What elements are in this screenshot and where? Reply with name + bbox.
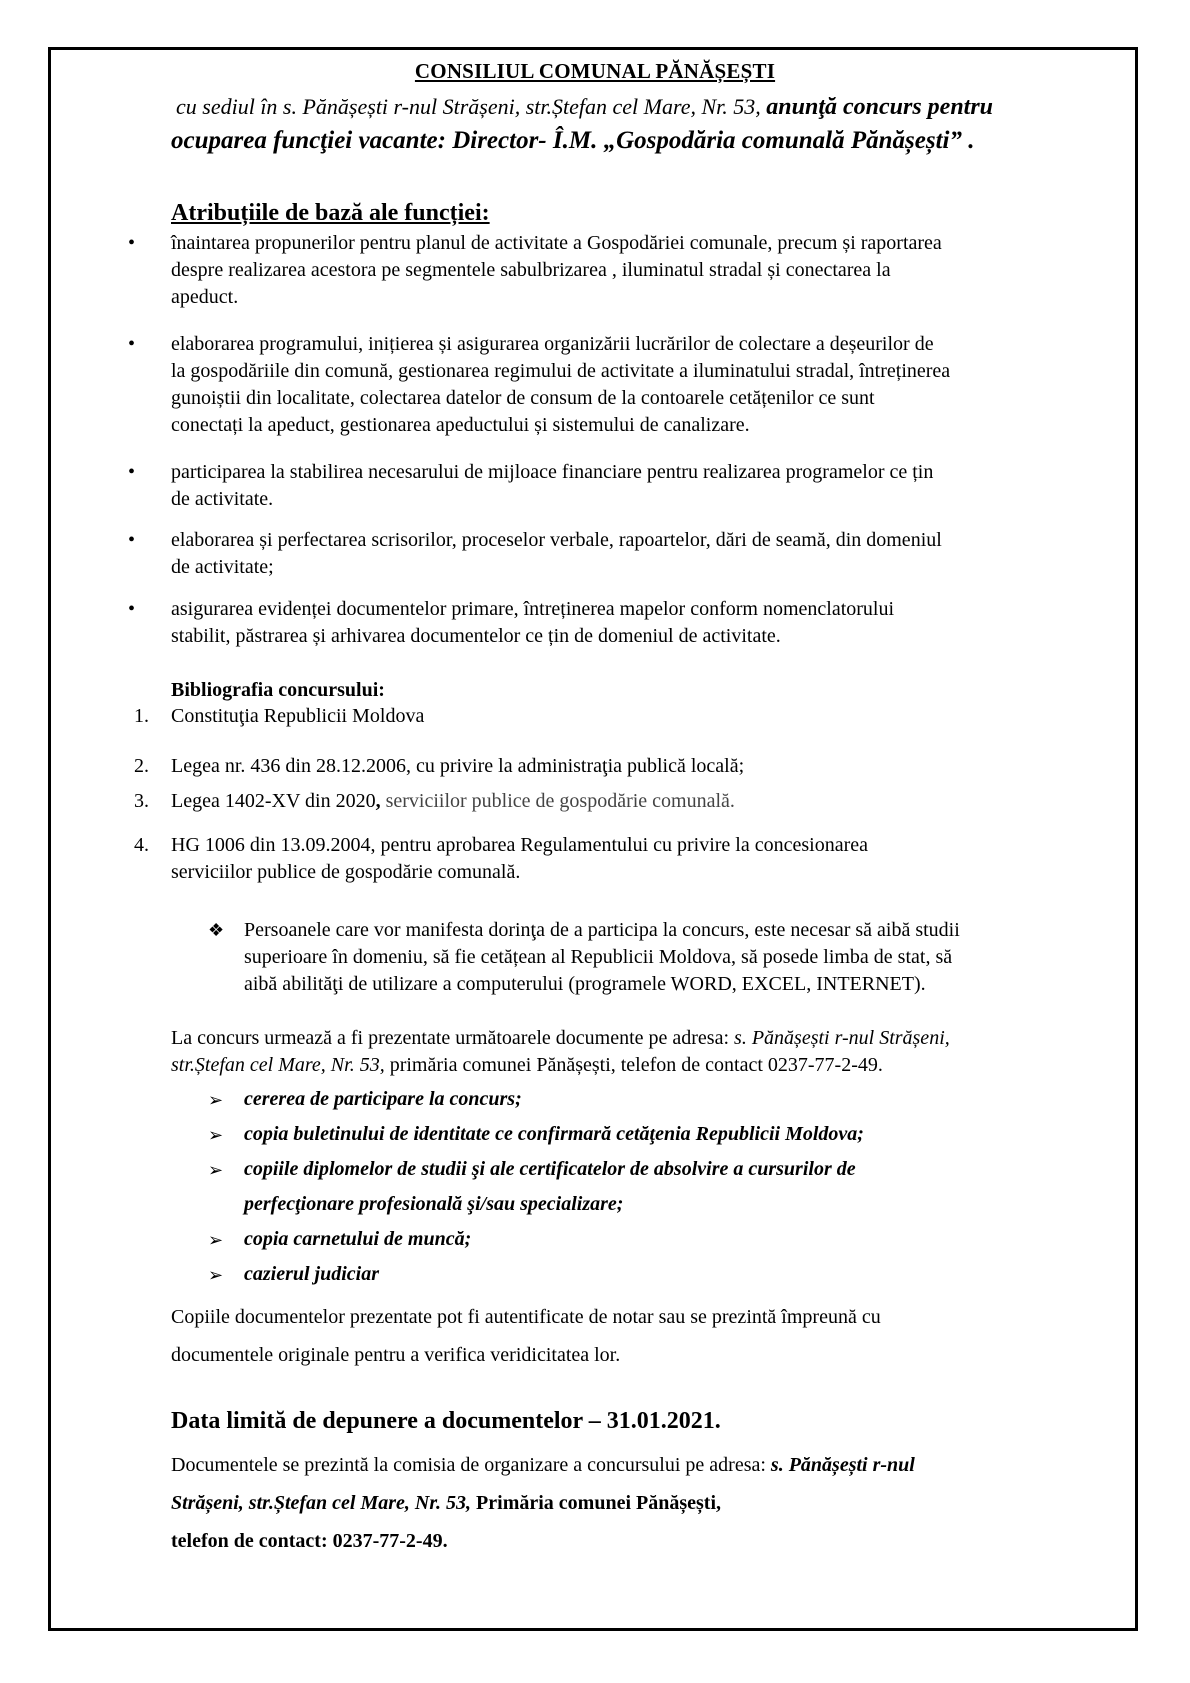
documents-intro-line-1	[171, 1025, 950, 1052]
header-intro-line-1	[176, 94, 993, 121]
documents-intro	[171, 1025, 950, 1079]
header-announce: anunţă concurs pentru	[766, 94, 994, 120]
requirements-paragraph	[244, 917, 960, 998]
bullet-icon: •	[128, 598, 136, 620]
documents-intro-line-2	[171, 1052, 950, 1079]
council-title: CONSILIUL COMUNAL PĂNĂȘEȘTI	[414, 59, 776, 83]
submission-paragraph	[171, 1446, 915, 1560]
bib-item-4-line: serviciilor publice de gospodărie comunală.	[171, 861, 521, 883]
duty-line: stabilit, păstrarea și arhivarea documentelor ce țin de domeniul de activitate.	[171, 625, 781, 647]
bib-item-2: Legea nr. 436 din 28.12.2006, cu privire la administraţia publică locală;	[171, 755, 745, 777]
duty-item-2	[171, 331, 950, 439]
text: La concurs urmează a fi prezentate următoarele documente pe adresa:	[171, 1027, 735, 1049]
header-address: cu sediul în s. Pănășești r-nul Strășeni, str.Ștefan cel Mare, Nr. 53,	[176, 94, 767, 119]
bib-item-3-rest: serviciilor publice de gospodărie comunală.	[380, 790, 735, 812]
duty-line: de activitate.	[171, 488, 274, 510]
submission-line-2	[171, 1484, 915, 1522]
bib-item-4-line: HG 1006 din 13.09.2004, pentru aprobarea Regulamentului cu privire la concesionarea	[171, 834, 869, 856]
note-line: Copiile documentelor prezentate pot fi autentificate de notar sau se prezintă împreună cu	[171, 1306, 881, 1328]
submission-line-1	[171, 1446, 915, 1484]
duty-line: elaborarea și perfectarea scrisorilor, proceselor verbale, rapoartelor, dări de seamă, din domeniul	[171, 529, 942, 551]
bullet-icon: •	[128, 529, 136, 551]
duty-item-3	[171, 459, 933, 513]
requirements-line: superioare în domeniu, să fie cetățean al Republicii Moldova, să posede limba de stat, să	[244, 946, 953, 968]
duty-line: la gospodăriile din comună, gestionarea regimului de activitate a iluminatului stradal, întreținerea	[171, 360, 951, 382]
text: Documentele se prezintă la comisia de organizare a concursului pe adresa:	[171, 1454, 771, 1476]
duty-line: gunoiștii din localitate, colectarea datelor de consum de la contoarele cetățenilor ce sunt	[171, 387, 875, 409]
duty-line: participarea la stabilirea necesarului de mijloace financiare pentru realizarea programelor ce țin	[171, 461, 934, 483]
requirements-line: aibă abilităţi de utilizare a computerului (programele WORD, EXCEL, INTERNET).	[244, 973, 926, 995]
doc-item-1: cererea de participare la concurs;	[244, 1088, 522, 1110]
bib-item-4	[171, 832, 868, 886]
arrow-bullet-icon: ➢	[208, 1090, 224, 1110]
duty-item-5	[171, 596, 894, 650]
bib-number: 2.	[134, 755, 149, 777]
bullet-icon: •	[128, 232, 136, 254]
duty-item-1	[171, 230, 942, 311]
bib-item-3-comma: ,	[375, 790, 381, 812]
diamond-bullet-icon: ❖	[208, 920, 225, 940]
bullet-icon: •	[128, 461, 136, 483]
duties-heading: Atribuțiile de bază ale funcției:	[171, 200, 490, 226]
duty-line: conectați la apeduct, gestionarea apeductului și sistemului de canalizare.	[171, 414, 750, 436]
arrow-bullet-icon: ➢	[208, 1125, 224, 1145]
requirements-line: Persoanele care vor manifesta dorinţa de a participa la concurs, este necesar să aibă studii	[244, 919, 960, 941]
copies-note	[171, 1298, 881, 1374]
address-bold-italic: s. Pănășești r-nul	[770, 1454, 915, 1476]
doc-item-3-cont: perfecţionare profesională şi/sau specializare;	[244, 1193, 624, 1215]
bib-item-3-main: Legea 1402-XV din 2020	[171, 790, 376, 812]
bib-item-3	[171, 788, 735, 815]
bib-number: 1.	[134, 705, 149, 727]
bibliography-heading: Bibliografia concursului:	[171, 679, 385, 701]
office-bold: Primăria comunei Pănășești,	[471, 1492, 722, 1514]
duty-line: înaintarea propunerilor pentru planul de activitate a Gospodăriei comunale, precum și raportarea	[171, 232, 942, 254]
text: primăria comunei Pănășești, telefon de contact 0237-77-2-49.	[384, 1054, 883, 1076]
arrow-bullet-icon: ➢	[208, 1160, 224, 1180]
deadline-heading: Data limită de depunere a documentelor – 31.01.2021.	[171, 1408, 721, 1434]
duty-line: de activitate;	[171, 556, 274, 578]
duty-line: despre realizarea acestora pe segmentele sabulbrizarea , iluminatul stradal și conectarea la	[171, 259, 891, 281]
address-bold-italic: Strășeni, str.Ștefan cel Mare, Nr. 53,	[171, 1492, 472, 1514]
bullet-icon: •	[128, 333, 136, 355]
doc-item-5: cazierul judiciar	[244, 1263, 380, 1285]
address-italic: s. Pănășești r-nul Strășeni,	[734, 1027, 950, 1049]
duty-line: apeduct.	[171, 286, 239, 308]
doc-item-2: copia buletinului de identitate ce confirmară cetăţenia Republicii Moldova;	[244, 1123, 864, 1145]
note-line: documentele originale pentru a verifica veridicitatea lor.	[171, 1344, 621, 1366]
doc-item-4: copia carnetului de muncă;	[244, 1228, 472, 1250]
header-intro-line-2: ocuparea funcţiei vacante: Director- Î.M. „Gospodăria comunală Pănășești” .	[171, 127, 975, 154]
bib-item-1: Constituţia Republicii Moldova	[171, 705, 425, 727]
duty-line: elaborarea programului, inițierea și asigurarea organizării lucrărilor de colectare a deșeurilor de	[171, 333, 934, 355]
bib-number: 4.	[134, 834, 149, 856]
arrow-bullet-icon: ➢	[208, 1230, 224, 1250]
duty-item-4	[171, 527, 942, 581]
contact-phone: telefon de contact: 0237-77-2-49.	[171, 1530, 448, 1552]
doc-item-3: copiile diplomelor de studii şi ale certificatelor de absolvire a cursurilor de	[244, 1158, 856, 1180]
bib-number: 3.	[134, 790, 149, 812]
arrow-bullet-icon: ➢	[208, 1265, 224, 1285]
duty-line: asigurarea evidenței documentelor primare, întreținerea mapelor conform nomenclatorului	[171, 598, 895, 620]
address-italic: str.Ștefan cel Mare, Nr. 53,	[171, 1054, 385, 1076]
